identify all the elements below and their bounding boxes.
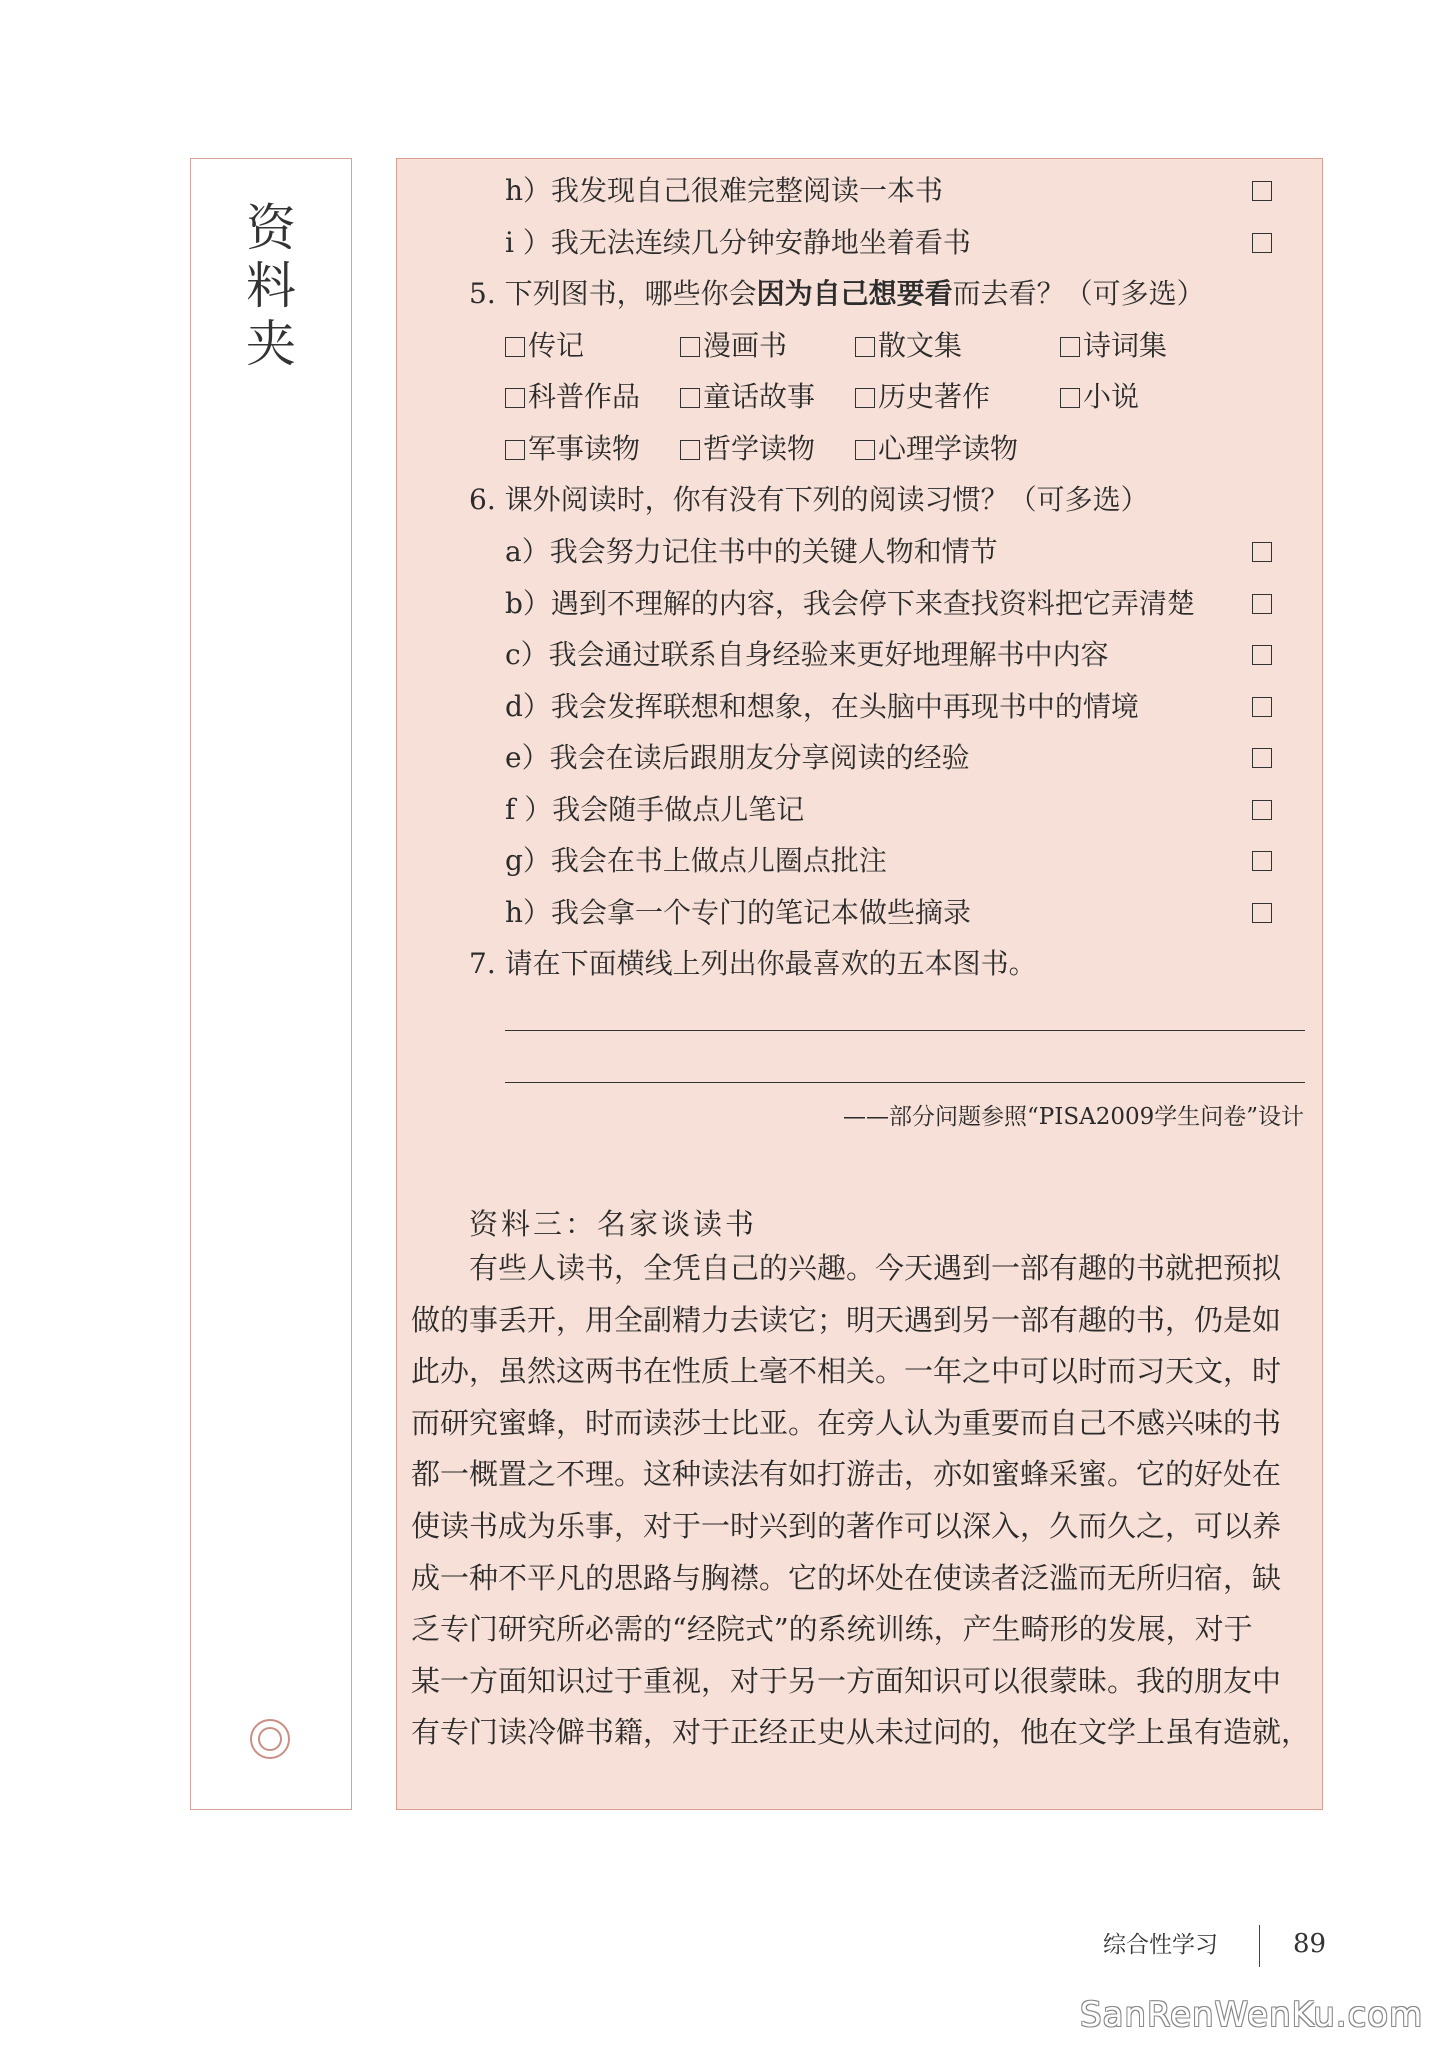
survey-item: g）我会在书上做点儿圈点批注 <box>505 844 887 877</box>
checkbox[interactable] <box>1252 645 1272 665</box>
survey-item: i ）我无法连续几分钟安静地坐着看书 <box>505 226 971 259</box>
question-5-emphasis: 因为自己想要看 <box>756 277 953 310</box>
checkbox[interactable] <box>1060 337 1080 357</box>
checkbox[interactable] <box>1252 748 1272 768</box>
paragraph-line: 做的事丢开，用全副精力去读它；明天遇到另一部有趣的书，仍是如 <box>411 1302 1282 1337</box>
checkbox[interactable] <box>855 440 875 460</box>
checkbox[interactable] <box>680 388 700 408</box>
checkbox[interactable] <box>1252 851 1272 871</box>
content-panel <box>396 158 1323 1810</box>
checkbox[interactable] <box>855 337 875 357</box>
survey-item: d）我会发挥联想和想象，在头脑中再现书中的情境 <box>505 690 1139 723</box>
checkbox[interactable] <box>1252 542 1272 562</box>
checkbox[interactable] <box>1060 388 1080 408</box>
page-number: 89 <box>1293 1929 1327 1959</box>
paragraph-line: 使读书成为乐事，对于一时兴到的著作可以深入，久而久之，可以养 <box>411 1508 1282 1543</box>
survey-item: h）我发现自己很难完整阅读一本书 <box>505 174 944 207</box>
checkbox[interactable] <box>1252 181 1272 201</box>
answer-line[interactable] <box>505 1030 1305 1031</box>
paragraph-line: 而研究蜜蜂，时而读莎士比亚。在旁人认为重要而自己不感兴味的书 <box>411 1405 1282 1440</box>
sidebar-label <box>190 158 352 1810</box>
survey-item: a）我会努力记住书中的关键人物和情节 <box>505 535 998 568</box>
checkbox[interactable] <box>505 388 525 408</box>
survey-item: c）我会通过联系自身经验来更好地理解书中内容 <box>505 638 1109 671</box>
checkbox[interactable] <box>1252 233 1272 253</box>
survey-item: e）我会在读后跟朋友分享阅读的经验 <box>505 741 970 774</box>
paragraph-line: 此办，虽然这两书在性质上毫不相关。一年之中可以时而习天文，时 <box>411 1354 1282 1389</box>
checkbox[interactable] <box>505 337 525 357</box>
checkbox[interactable] <box>855 388 875 408</box>
footer-divider <box>1259 1925 1260 1967</box>
body-paragraph <box>411 1243 1311 1759</box>
sidebar-title-char: 夹 <box>246 315 296 373</box>
checkbox[interactable] <box>1252 594 1272 614</box>
paragraph-line: 有专门读冷僻书籍，对于正经正史从未过问的，他在文学上虽有造就， <box>411 1715 1311 1750</box>
section-heading: 资料三：名家谈读书 <box>469 1207 758 1241</box>
option-psychology[interactable]: 心理学读物 <box>855 431 1018 467</box>
citation: ——部分问题参照“PISA2009学生问卷”设计 <box>843 1104 1304 1130</box>
option-fairy-tale[interactable]: 童话故事 <box>680 379 815 415</box>
paragraph-line: 成一种不平凡的思路与胸襟。它的坏处在使读者泛滥而无所归宿，缺 <box>411 1560 1282 1595</box>
answer-line[interactable] <box>505 1082 1305 1083</box>
checkbox[interactable] <box>680 337 700 357</box>
checkbox[interactable] <box>1252 903 1272 923</box>
sidebar-title <box>191 199 351 373</box>
paragraph-line: 有些人读书，全凭自己的兴趣。今天遇到一部有趣的书就把预拟 <box>469 1251 1282 1285</box>
question-6: 6. 课外阅读时，你有没有下列的阅读习惯？（可多选） <box>469 483 1149 516</box>
option-popular-science[interactable]: 科普作品 <box>505 379 640 415</box>
checkbox[interactable] <box>1252 800 1272 820</box>
option-history[interactable]: 历史著作 <box>855 379 990 415</box>
paragraph-line: 都一概置之不理。这种读法有如打游击，亦如蜜蜂采蜜。它的好处在 <box>411 1457 1282 1492</box>
option-poetry[interactable]: 诗词集 <box>1060 328 1167 364</box>
double-circle-icon <box>250 1719 290 1759</box>
option-comic[interactable]: 漫画书 <box>680 328 787 364</box>
watermark: SanRenWenKu.com <box>1080 1995 1424 2035</box>
question-5-suffix: 而去看？（可多选） <box>952 277 1205 310</box>
sidebar-title-char: 料 <box>246 257 296 315</box>
survey-item: b）遇到不理解的内容，我会停下来查找资料把它弄清楚 <box>505 587 1195 620</box>
option-philosophy[interactable]: 哲学读物 <box>680 431 815 467</box>
question-5-prefix: 5. 下列图书，哪些你会 <box>469 277 757 310</box>
sidebar-title-char: 资 <box>246 199 296 257</box>
checkbox[interactable] <box>505 440 525 460</box>
survey-item: h）我会拿一个专门的笔记本做些摘录 <box>505 896 972 929</box>
question-5 <box>469 276 1205 312</box>
survey-item: f ）我会随手做点儿笔记 <box>505 793 805 826</box>
option-essay[interactable]: 散文集 <box>855 328 962 364</box>
option-military[interactable]: 军事读物 <box>505 431 640 467</box>
footer-section-label: 综合性学习 <box>1103 1932 1218 1958</box>
option-biography[interactable]: 传记 <box>505 328 584 364</box>
paragraph-line: 乏专门研究所必需的“经院式”的系统训练，产生畸形的发展，对于 <box>411 1612 1253 1647</box>
paragraph-line: 某一方面知识过于重视，对于另一方面知识可以很蒙昧。我的朋友中 <box>411 1663 1282 1698</box>
checkbox[interactable] <box>1252 697 1272 717</box>
checkbox[interactable] <box>680 440 700 460</box>
option-novel[interactable]: 小说 <box>1060 379 1139 415</box>
question-7: 7. 请在下面横线上列出你最喜欢的五本图书。 <box>469 947 1037 980</box>
